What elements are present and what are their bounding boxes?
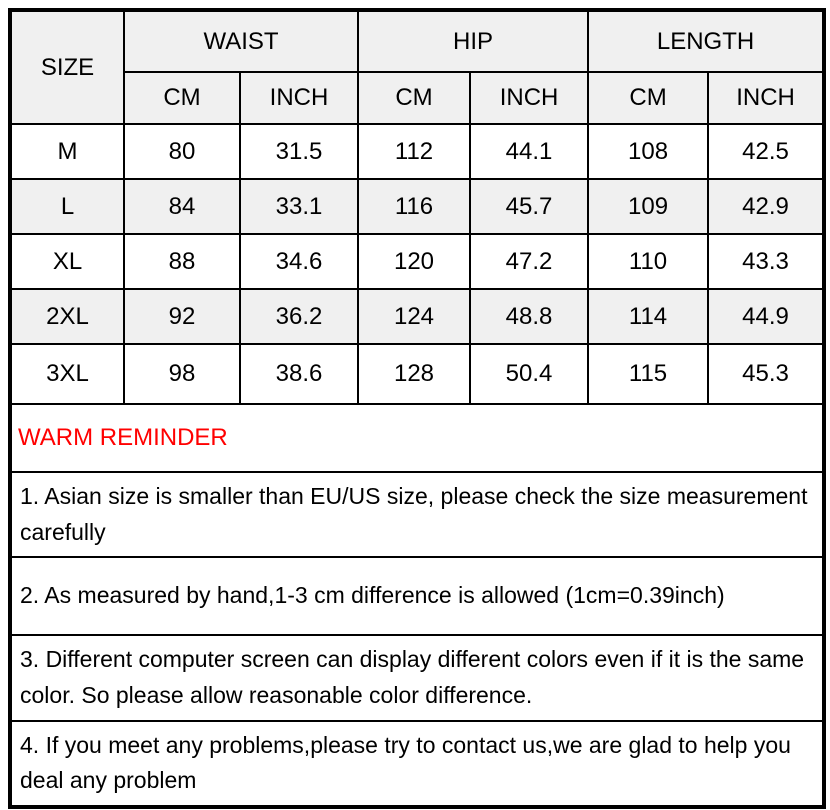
waist-inch-cell: 33.1	[240, 179, 358, 234]
reminder-title: WARM REMINDER	[10, 404, 824, 472]
table-row-xl	[10, 234, 824, 289]
table-row-3xl	[10, 344, 824, 404]
reminder-title-row	[10, 404, 824, 472]
length-cm-cell: 114	[588, 289, 708, 344]
hip-cm-cell: 112	[358, 124, 470, 179]
hip-inch-cell: 47.2	[470, 234, 588, 289]
waist-header-cell: WAIST	[124, 10, 358, 72]
waist-inch-cell: 38.6	[240, 344, 358, 404]
note-text: 1. Asian size is smaller than EU/US size, please check the size measurement carefully	[10, 472, 824, 557]
waist-cm-cell: 98	[124, 344, 240, 404]
hip-cm-cell: 116	[358, 179, 470, 234]
length-inch-cell: 44.9	[708, 289, 824, 344]
waist-cm-cell: 92	[124, 289, 240, 344]
waist-cm-cell: 80	[124, 124, 240, 179]
table-row-l	[10, 179, 824, 234]
size-cell: 3XL	[10, 344, 124, 404]
note-row-3	[10, 635, 824, 720]
length-cm-cell: 110	[588, 234, 708, 289]
note-text: 3. Different computer screen can display different colors even if it is the same color. So please allow reasonable color difference.	[10, 635, 824, 720]
note-text: 4. If you meet any problems,please try to contact us,we are glad to help you deal any problem	[10, 721, 824, 807]
table-row-2xl	[10, 289, 824, 344]
hip-inch-header-cell: INCH	[470, 72, 588, 124]
waist-inch-cell: 36.2	[240, 289, 358, 344]
length-inch-header-cell: INCH	[708, 72, 824, 124]
length-header-cell: LENGTH	[588, 10, 824, 72]
length-inch-cell: 45.3	[708, 344, 824, 404]
note-row-1	[10, 472, 824, 557]
length-inch-cell: 43.3	[708, 234, 824, 289]
size-cell: M	[10, 124, 124, 179]
waist-cm-header-cell: CM	[124, 72, 240, 124]
hip-cm-cell: 120	[358, 234, 470, 289]
hip-header-cell: HIP	[358, 10, 588, 72]
hip-inch-cell: 45.7	[470, 179, 588, 234]
size-chart-table	[8, 8, 826, 809]
hip-inch-cell: 44.1	[470, 124, 588, 179]
length-cm-cell: 108	[588, 124, 708, 179]
hip-cm-cell: 124	[358, 289, 470, 344]
length-cm-cell: 109	[588, 179, 708, 234]
hip-inch-cell: 48.8	[470, 289, 588, 344]
size-cell: 2XL	[10, 289, 124, 344]
length-cm-header-cell: CM	[588, 72, 708, 124]
waist-cm-cell: 84	[124, 179, 240, 234]
header-row-groups	[10, 10, 824, 72]
note-row-2	[10, 557, 824, 635]
waist-inch-cell: 34.6	[240, 234, 358, 289]
waist-inch-cell: 31.5	[240, 124, 358, 179]
hip-cm-cell: 128	[358, 344, 470, 404]
size-cell: XL	[10, 234, 124, 289]
table-row-m	[10, 124, 824, 179]
waist-cm-cell: 88	[124, 234, 240, 289]
hip-cm-header-cell: CM	[358, 72, 470, 124]
size-header-cell: SIZE	[10, 10, 124, 124]
size-cell: L	[10, 179, 124, 234]
header-row-units	[10, 72, 824, 124]
waist-inch-header-cell: INCH	[240, 72, 358, 124]
hip-inch-cell: 50.4	[470, 344, 588, 404]
length-inch-cell: 42.9	[708, 179, 824, 234]
note-text: 2. As measured by hand,1-3 cm difference is allowed (1cm=0.39inch)	[10, 557, 824, 635]
length-inch-cell: 42.5	[708, 124, 824, 179]
note-row-4	[10, 721, 824, 807]
length-cm-cell: 115	[588, 344, 708, 404]
